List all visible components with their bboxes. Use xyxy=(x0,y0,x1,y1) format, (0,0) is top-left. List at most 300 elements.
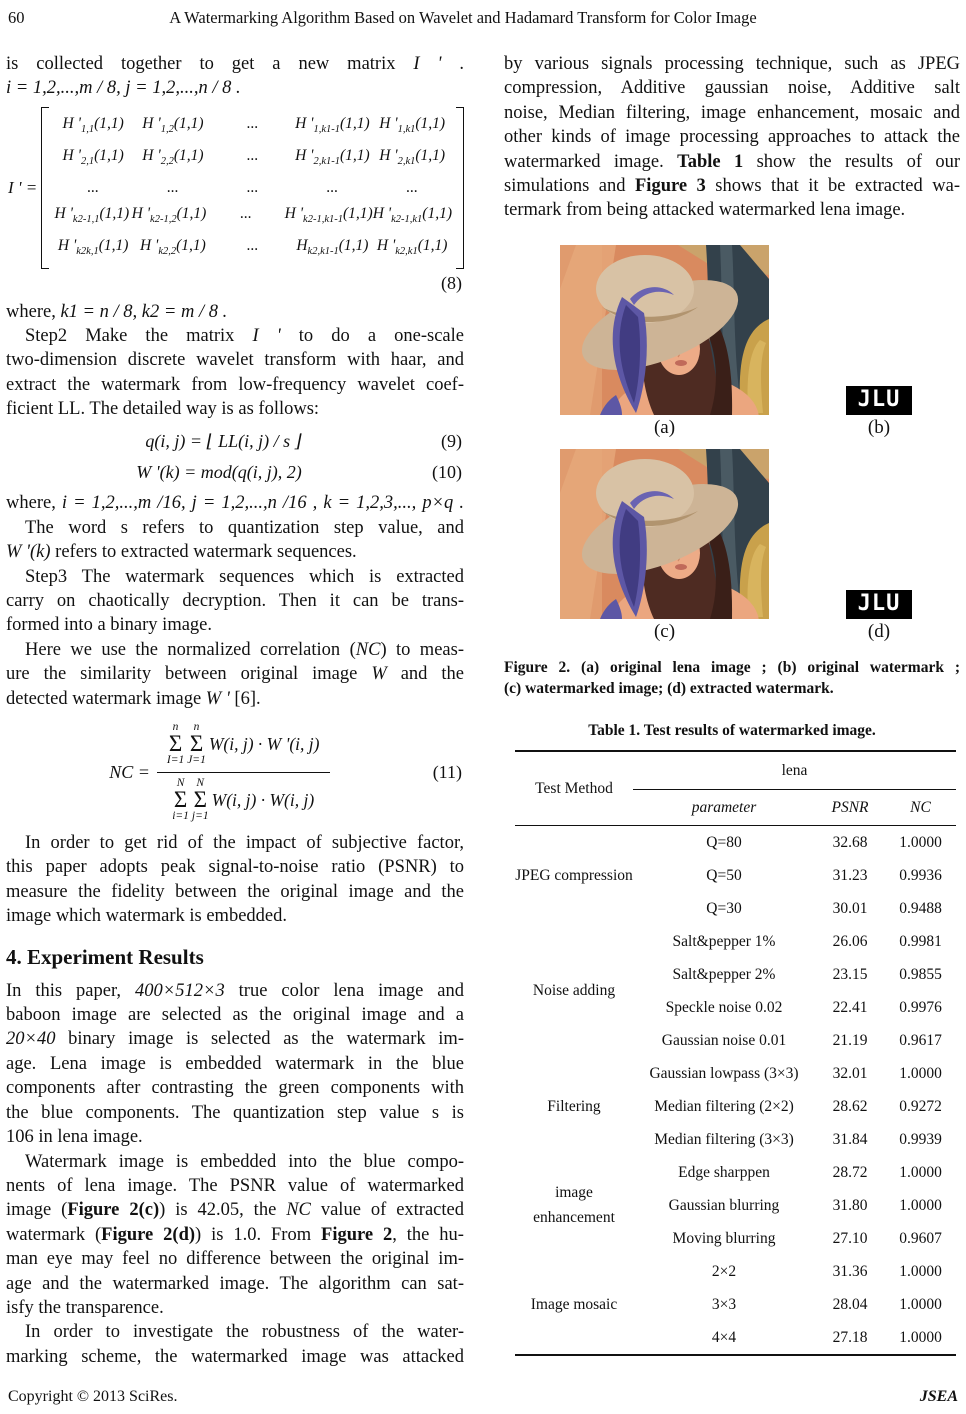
matrix-cell xyxy=(373,201,452,233)
text-segment: NC xyxy=(286,1200,311,1221)
text-segment: nents of lena image. The PSNR value of watermarked xyxy=(6,1175,464,1196)
equation-body xyxy=(136,460,301,484)
matrix-cell xyxy=(53,201,130,233)
text-segment: I ' xyxy=(413,54,442,74)
figure-2-caption xyxy=(504,657,960,699)
summation-upper: N xyxy=(176,777,185,790)
text-segment: In order to investigate the robustness of the water- xyxy=(25,1322,464,1343)
matrix-cell-subscript: 2,1 xyxy=(80,156,95,167)
right-column xyxy=(504,52,960,1356)
text-segment: (c) watermarked image; (d) extracted watermark. xyxy=(504,679,834,697)
text-segment: Step2 Make the matrix xyxy=(25,326,253,346)
text-segment: 20×40 xyxy=(6,1029,56,1050)
table-method-cell: image enhancement xyxy=(533,1184,615,1226)
text-line xyxy=(6,904,464,928)
paragraph xyxy=(6,1150,464,1321)
table-cell: 0.9936 xyxy=(899,866,942,884)
matrix-cell xyxy=(293,143,373,175)
text-segment: In this paper, xyxy=(6,980,135,1001)
equation-lhs: NC = xyxy=(109,761,150,782)
matrix-cell-args: (1,1) xyxy=(94,114,124,132)
text-segment: image ( xyxy=(6,1200,68,1221)
matrix-cell-subscript: k2,k1 xyxy=(395,246,418,258)
table-cell: 1.0000 xyxy=(899,1328,942,1346)
table-cell: 32.01 xyxy=(832,1064,868,1082)
table-cell: 31.36 xyxy=(832,1262,868,1280)
matrix-cell xyxy=(372,233,452,265)
column-header-test-method: Test Method xyxy=(535,779,613,797)
running-title: A Watermarking Algorithm Based on Wavelet and Hadamard Transform for Color Image xyxy=(169,8,757,27)
text-line xyxy=(6,1272,464,1296)
text-segment: marking scheme, the watermarked image was attacked xyxy=(6,1346,464,1367)
text-line xyxy=(6,1003,464,1027)
table-cell: 23.15 xyxy=(832,965,868,983)
matrix-cell-base: H ' xyxy=(379,146,398,164)
matrix-cell xyxy=(293,233,373,265)
paragraph xyxy=(6,638,464,711)
table-cell: Speckle noise 0.02 xyxy=(665,998,783,1016)
text-segment: this paper adopts peak signal-to-noise ratio (PSNR) to xyxy=(6,857,464,878)
text-segment: formed into a binary image. xyxy=(6,615,213,636)
text-segment: where, xyxy=(6,301,61,322)
text-line xyxy=(6,1052,464,1076)
table-cell: Salt&pepper 2% xyxy=(672,965,776,983)
figure-label-c: (c) xyxy=(653,620,676,642)
text-line xyxy=(6,1027,464,1051)
text-line xyxy=(504,76,960,100)
text-segment: components after contrasting the green components with xyxy=(6,1078,464,1099)
table-cell: 0.9488 xyxy=(899,899,942,917)
figure-2b-cell xyxy=(846,386,912,441)
matrix-cell-base: H ' xyxy=(284,205,304,222)
matrix-cell-args: (1,1) xyxy=(343,205,373,222)
text-line xyxy=(6,1150,464,1174)
text-segment: by various signals processing technique, such as JPEG xyxy=(504,54,960,74)
matrix-cell-subscript: 2,2 xyxy=(160,156,174,167)
matrix-cell-args: (1,1) xyxy=(415,114,446,132)
matrix-cell xyxy=(53,233,133,265)
text-segment: age and the watermarked image. The algorithm can sat- xyxy=(6,1273,464,1294)
equation-number: (8) xyxy=(441,273,462,294)
table-cell: 1.0000 xyxy=(899,833,942,851)
text-line xyxy=(6,687,464,711)
column-group-header-lena: lena xyxy=(633,751,956,790)
text-line xyxy=(6,589,464,613)
text-line xyxy=(6,1320,464,1344)
summation-symbol xyxy=(167,721,184,767)
matrix-cell-args: (1,1) xyxy=(176,237,206,255)
lena-original-image xyxy=(560,245,769,415)
summation-lower: i=1 xyxy=(172,810,189,823)
table-cell: Gaussian blurring xyxy=(668,1196,780,1214)
matrix-cell xyxy=(133,111,213,143)
table-cell: Moving blurring xyxy=(672,1229,776,1247)
matrix-cell-subscript: k2-1,2 xyxy=(150,214,177,226)
figure-label-a: (a) xyxy=(653,416,676,438)
column-header-psnr: PSNR xyxy=(831,798,869,816)
table-row xyxy=(515,826,956,860)
equation-body xyxy=(145,429,301,453)
table-cell: 2×2 xyxy=(711,1262,737,1280)
text-line xyxy=(504,174,960,198)
matrix-cell-subscript: k2-1,k1-1 xyxy=(303,214,343,226)
matrix-cell: ... xyxy=(406,179,418,196)
text-segment: value of extracted xyxy=(310,1200,464,1221)
text-line xyxy=(6,855,464,879)
table-cell: 0.9855 xyxy=(899,965,942,983)
matrix-cell-args: (1,1) xyxy=(338,237,369,255)
text-segment: compression, Additive gaussian noise, Additive salt xyxy=(504,78,960,99)
table-cell: 32.68 xyxy=(832,833,868,851)
text-segment: W '(k) = mod(q(i, j), 2) xyxy=(136,462,302,483)
matrix-cell-args: (1,1) xyxy=(98,237,129,255)
matrix-cell-base: H ' xyxy=(139,237,159,255)
text-segment: Figure 2(d) xyxy=(101,1224,196,1245)
text-line xyxy=(6,565,464,589)
text-segment: watermark ( xyxy=(6,1224,102,1245)
text-segment: i = 1,2,...,m /16, j = 1,2,...,n /16 , k = 1,2,3,..., p×q . xyxy=(61,493,464,514)
equation xyxy=(6,460,464,484)
text-line xyxy=(6,1296,464,1320)
text-segment: refers to extracted watermark sequences. xyxy=(50,542,357,563)
matrix-cell-subscript: 2,k1 xyxy=(397,156,416,167)
matrix-cell-subscript: 2,k1-1 xyxy=(313,156,341,167)
text-line xyxy=(504,101,960,125)
figure-2-row-2 xyxy=(504,449,960,645)
fraction-expression: W(i, j) · W(i, j) xyxy=(211,789,315,810)
text-segment: shows that it be extracted wa- xyxy=(705,176,960,197)
table-cell: 1.0000 xyxy=(899,1064,942,1082)
text-segment: binary image is selected as the watermark im- xyxy=(55,1029,464,1050)
matrix-cell: ... xyxy=(246,114,259,132)
table-cell: 1.0000 xyxy=(899,1262,942,1280)
sigma-glyph: Σ xyxy=(193,786,207,812)
text-line xyxy=(6,831,464,855)
matrix-row xyxy=(53,233,452,265)
matrix-cell-subscript: k2k,1 xyxy=(76,246,99,258)
text-segment: detected watermark image xyxy=(6,688,206,709)
text-line xyxy=(6,76,464,100)
sigma-glyph: Σ xyxy=(173,786,188,812)
table-cell: 31.84 xyxy=(832,1130,868,1148)
table-row xyxy=(515,1156,956,1189)
table-cell: 28.04 xyxy=(832,1295,868,1313)
equation-fraction xyxy=(6,719,464,825)
table-cell: 4×4 xyxy=(711,1328,737,1346)
matrix-cell-base: H ' xyxy=(376,237,396,255)
table-cell: 27.10 xyxy=(832,1229,868,1247)
table-row xyxy=(515,1255,956,1288)
table-cell: 1.0000 xyxy=(899,1196,942,1214)
original-watermark-image xyxy=(846,386,912,415)
page-number: 60 xyxy=(8,8,25,27)
copyright-notice: Copyright © 2013 SciRes. xyxy=(8,1388,178,1405)
matrix-cell-base: H ' xyxy=(131,205,151,222)
table-cell: 0.9272 xyxy=(899,1097,942,1115)
text-segment: Table 1 xyxy=(677,151,744,172)
matrix-row xyxy=(53,175,452,201)
text-segment: I ' xyxy=(252,326,281,346)
matrix-cell xyxy=(293,111,373,143)
matrix-cell-base: H ' xyxy=(372,205,392,222)
matrix-cell: ... xyxy=(167,179,179,196)
fraction-numerator xyxy=(157,719,330,773)
extracted-watermark-image xyxy=(846,590,912,619)
table-row xyxy=(515,1057,956,1090)
figure-2-row-1 xyxy=(504,245,960,441)
text-segment: show the results of our xyxy=(743,151,961,172)
text-line xyxy=(6,516,464,540)
table-cell: 0.9976 xyxy=(899,998,942,1016)
text-line xyxy=(6,52,464,76)
text-line xyxy=(504,52,960,76)
text-segment: ) is 1.0. From xyxy=(195,1224,322,1245)
equation-number: (10) xyxy=(432,462,463,483)
text-segment: [6]. xyxy=(229,688,261,709)
text-segment: image which watermark is embedded. xyxy=(6,906,287,927)
text-line xyxy=(6,1345,464,1369)
text-segment: termark from being attacked watermarked lena image. xyxy=(504,200,906,221)
table-cell: 0.9617 xyxy=(899,1031,942,1049)
text-segment: ure the similarity between original image xyxy=(6,664,372,685)
figure-2d-cell xyxy=(846,590,912,645)
paragraph xyxy=(6,1320,464,1369)
column-header-parameter: parameter xyxy=(691,798,757,816)
text-segment: age. Lena image is embedded watermark in the blue xyxy=(6,1053,464,1074)
table-cell: 28.72 xyxy=(832,1163,868,1181)
text-line xyxy=(6,1223,464,1247)
matrix-lhs: I ' = xyxy=(8,177,38,197)
text-line xyxy=(6,662,464,686)
text-segment: ) is 42.05, the xyxy=(159,1200,287,1221)
text-line xyxy=(6,979,464,1003)
table-method-cell: Image mosaic xyxy=(530,1295,618,1313)
paragraph xyxy=(6,831,464,929)
table-row xyxy=(515,925,956,958)
text-segment: baboon image are selected as the original image and a xyxy=(6,1005,464,1026)
text-line xyxy=(6,1174,464,1198)
matrix-cell: ... xyxy=(246,146,259,164)
matrix-cell xyxy=(130,201,207,233)
table-method-cell: Noise adding xyxy=(532,982,616,1000)
fraction-expression: W(i, j) · W '(i, j) xyxy=(208,733,320,754)
table-cell: 0.9981 xyxy=(899,932,942,950)
matrix-cell: ... xyxy=(246,179,259,196)
text-segment: , the hu- xyxy=(392,1224,464,1245)
text-segment: other kinds of image processing approaches to attack the xyxy=(504,127,960,148)
text-line xyxy=(504,657,960,678)
text-line xyxy=(504,198,960,222)
summation-upper: n xyxy=(193,721,200,734)
text-segment: . xyxy=(441,54,464,74)
matrix-cell-args: (1,1) xyxy=(422,205,452,222)
paragraph xyxy=(6,491,464,515)
column-header-nc: NC xyxy=(910,798,931,816)
text-segment: NC xyxy=(355,639,381,660)
journal-abbreviation: JSEA xyxy=(919,1388,958,1405)
text-line xyxy=(6,638,464,662)
table-cell: 28.62 xyxy=(832,1097,868,1115)
fraction xyxy=(157,719,330,825)
text-segment: measure the fidelity between the original image and the xyxy=(6,881,464,902)
equation-number: (9) xyxy=(441,430,463,451)
matrix-cell: ... xyxy=(326,179,339,196)
matrix-cell-base: H ' xyxy=(62,114,81,132)
matrix-cell-base: H ' xyxy=(62,146,81,164)
matrix-cell-base: H ' xyxy=(295,114,314,132)
figure-2c-cell xyxy=(560,449,769,645)
text-segment: ficient LL. The detailed way is as follows: xyxy=(6,399,320,420)
matrix-cell xyxy=(53,111,133,143)
text-segment: Watermark image is embedded into the blue compo- xyxy=(25,1151,464,1172)
matrix-cell-subscript: k2,k1-1 xyxy=(307,246,339,258)
summation-upper: n xyxy=(172,721,179,734)
equation-number: (11) xyxy=(432,761,463,782)
paragraph xyxy=(6,565,464,638)
paragraph xyxy=(6,516,464,565)
paragraph xyxy=(6,52,464,101)
text-segment: Step3 The watermark sequences which is extracted xyxy=(25,566,464,587)
text-line xyxy=(6,1125,464,1149)
matrix-cell-subscript: 1,k1-1 xyxy=(313,123,341,135)
text-line xyxy=(6,540,464,564)
text-segment: Figure 2(c) xyxy=(67,1200,160,1221)
text-line xyxy=(6,348,464,372)
table-cell: Edge sharppen xyxy=(678,1163,770,1181)
text-segment: W ' xyxy=(205,688,230,709)
matrix-cell-base: H ' xyxy=(142,146,161,164)
text-segment: is collected together to get a new matrix xyxy=(6,54,414,74)
table-cell: 30.01 xyxy=(832,899,868,917)
text-segment: ) to meas- xyxy=(380,639,464,660)
summation-lower: j=1 xyxy=(191,810,209,823)
summation-symbol xyxy=(187,721,206,767)
matrix-cell-args: (1,1) xyxy=(176,205,207,222)
matrix-row xyxy=(53,143,452,175)
text-segment: watermarked image. xyxy=(504,151,678,172)
text-segment: true color lena image and xyxy=(224,980,464,1001)
text-line xyxy=(6,1101,464,1125)
text-segment: 106 in lena image. xyxy=(6,1127,143,1148)
table-cell: Gaussian noise 0.01 xyxy=(661,1031,787,1049)
text-segment: 400×512×3 xyxy=(134,980,225,1001)
matrix-cell-subscript: k2-1,1 xyxy=(72,214,100,226)
text-segment: carry on chaotically decryption. Then it can be trans- xyxy=(6,591,464,612)
text-segment: q(i, j) = ⌊ LL(i, j) / s ⌋ xyxy=(145,430,302,451)
text-segment: k1 = n / 8, k2 = m / 8 . xyxy=(60,301,228,322)
text-segment: and the xyxy=(386,664,464,685)
table-cell: 31.80 xyxy=(832,1196,868,1214)
matrix-equation xyxy=(6,107,464,269)
text-segment: Figure 2 xyxy=(321,1224,393,1245)
sigma-glyph: Σ xyxy=(189,730,204,756)
matrix-cell xyxy=(285,201,373,233)
text-segment: The word s refers to quantization step value, and xyxy=(25,517,464,538)
matrix-cell-subscript: 1,1 xyxy=(80,123,95,135)
table-1-title: Table 1. Test results of watermarked image. xyxy=(588,721,876,739)
table-cell: 3×3 xyxy=(711,1295,737,1313)
text-segment: where, xyxy=(6,493,62,514)
text-segment: W xyxy=(371,664,387,685)
text-line xyxy=(6,491,464,515)
text-line xyxy=(504,678,960,699)
figure-label-b: (b) xyxy=(867,416,891,438)
matrix-cell-base: H ' xyxy=(142,114,161,132)
table-cell: 22.41 xyxy=(832,998,868,1016)
paragraph xyxy=(504,52,960,223)
text-segment: Figure 2. (a) original lena image ; (b) original watermark ; xyxy=(504,658,960,676)
figure-2 xyxy=(504,245,960,645)
matrix-cell xyxy=(372,143,452,175)
matrix-cell xyxy=(133,143,213,175)
matrix-cell-args: (1,1) xyxy=(417,237,448,255)
table-cell: Median filtering (2×2) xyxy=(654,1097,794,1115)
text-segment: In order to get rid of the impact of subjective factor, xyxy=(25,833,464,854)
text-segment: simulations and xyxy=(504,176,635,197)
text-segment: the blue components. The quantization step value s is xyxy=(6,1102,464,1123)
table-1 xyxy=(515,750,956,1356)
summation-lower: J=1 xyxy=(187,754,206,767)
table-cell: 0.9607 xyxy=(899,1229,942,1247)
text-line xyxy=(6,324,464,348)
table-cell: 31.23 xyxy=(832,866,868,884)
table-cell: Salt&pepper 1% xyxy=(672,932,776,950)
table-cell: Gaussian lowpass (3×3) xyxy=(649,1064,799,1082)
table-method-cell: JPEG compression xyxy=(515,866,633,884)
matrix-cell-base: H ' xyxy=(57,237,77,255)
equation xyxy=(6,429,464,453)
text-line xyxy=(6,1076,464,1100)
table-cell: 1.0000 xyxy=(899,1163,942,1181)
summation-lower: I=1 xyxy=(166,754,185,767)
summation-symbol xyxy=(192,777,209,823)
text-segment: noise, Median filtering, image enhancement, mosaic and xyxy=(504,102,960,123)
table-cell: 1.0000 xyxy=(899,1295,942,1313)
matrix-cell-base: H ' xyxy=(379,114,398,132)
text-segment: isfy the transparence. xyxy=(6,1297,164,1318)
table-cell: Q=30 xyxy=(706,899,742,917)
text-segment: to do a one-scale xyxy=(280,326,464,346)
table-cell: 26.06 xyxy=(832,932,868,950)
matrix-cell: ... xyxy=(246,237,259,255)
matrix-cell: ... xyxy=(240,205,252,222)
matrix-cell-base: H ' xyxy=(54,205,73,222)
table-cell: Median filtering (3×3) xyxy=(654,1130,794,1148)
matrix-cell-args: (1,1) xyxy=(173,146,204,164)
matrix-cell-args: (1,1) xyxy=(99,205,130,222)
intro-paragraph xyxy=(504,52,960,223)
text-line xyxy=(6,613,464,637)
page-header xyxy=(8,8,958,30)
text-segment: two-dimension discrete wavelet transform with haar, and xyxy=(6,350,464,371)
text-line xyxy=(504,125,960,149)
matrix-cell-args: (1,1) xyxy=(340,146,370,164)
matrix-cell xyxy=(133,233,213,265)
matrix-cell: ... xyxy=(87,179,99,196)
table-1-header xyxy=(515,751,956,826)
table-1-body xyxy=(515,826,956,1356)
watermark-text: JLU xyxy=(857,386,901,412)
matrix-cell-args: (1,1) xyxy=(173,114,204,132)
matrix-cell-subscript: 1,2 xyxy=(160,123,174,135)
matrix-cell-base: H ' xyxy=(295,146,314,164)
figure-2a-cell xyxy=(560,245,769,441)
text-line xyxy=(6,1247,464,1271)
section-heading: 4. Experiment Results xyxy=(6,944,204,969)
matrix-left-bracket xyxy=(41,107,49,269)
table-cell: 21.19 xyxy=(832,1031,868,1049)
fraction-denominator xyxy=(157,773,330,825)
